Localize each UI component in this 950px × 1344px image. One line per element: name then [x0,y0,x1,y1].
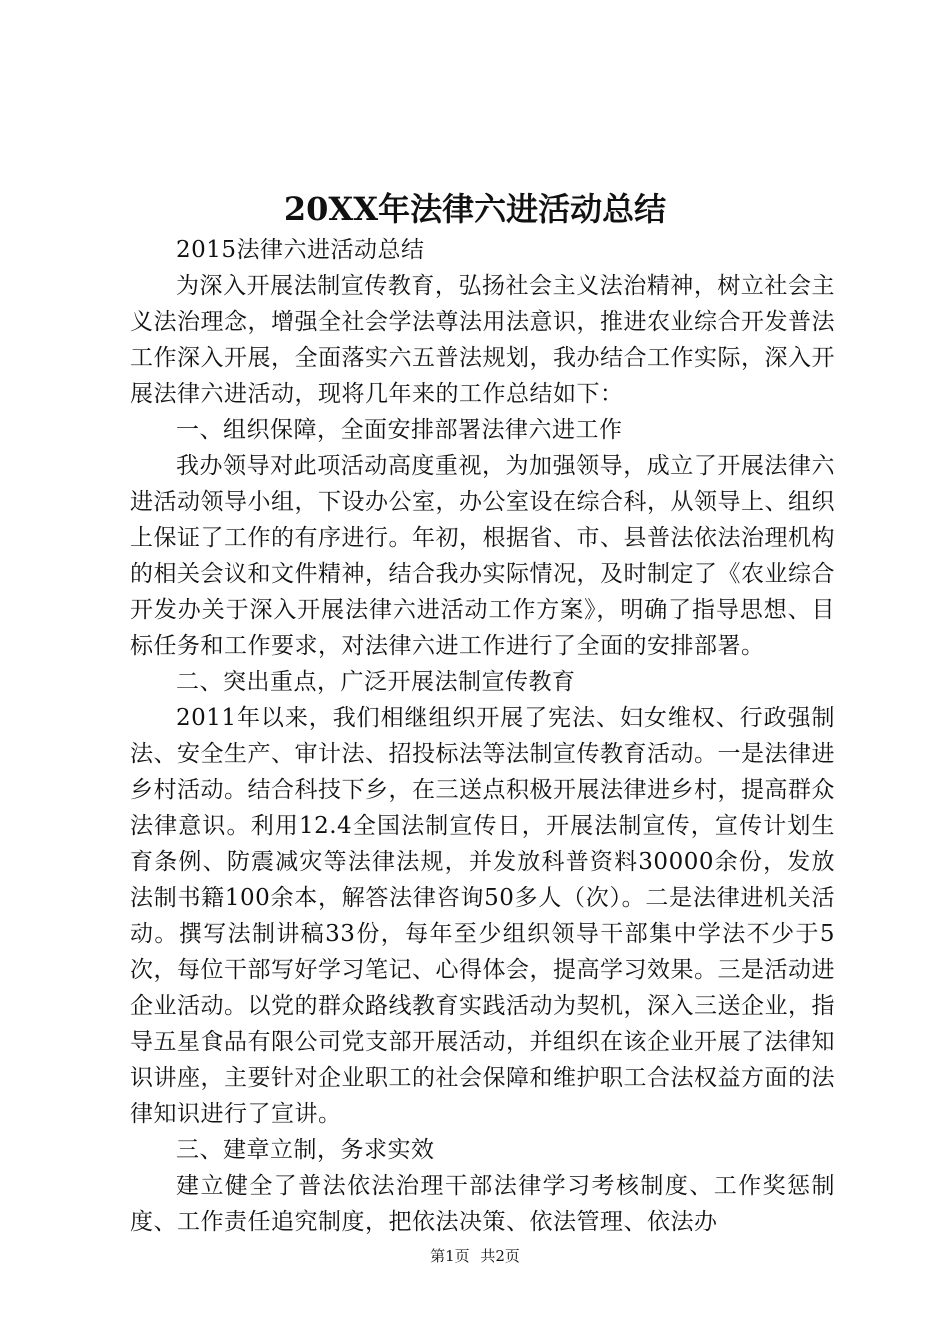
document-title: 20XX年法律六进活动总结 [283,190,667,228]
paragraph-intro: 为深入开展法制宣传教育，弘扬社会主义法治精神，树立社会主义法治理念，增强全社会学法尊法用法意识，推进农业综合开发普法工作深入开展，全面落实六五普法规划，我办结合工作实际，深入开展法律六进活动，现将几年来的工作总结如下： [130,273,835,407]
paragraph-section-1: 我办领导对此项活动高度重视，为加强领导，成立了开展法律六进活动领导小组，下设办公室，办公室设在综合科，从领导上、组织上保证了工作的有序进行。年初，根据省、市、县普法依法治理机构的相关会议和文件精神，结合我办实际情况，及时制定了《农业综合开发办关于深入开展法律六进活动工作方案》，明确了指导思想、目标任务和工作要求，对法律六进工作进行了全面的安排部署。 [130,453,835,659]
document-body [130,232,835,1240]
paragraph-section-2: 2011年以来，我们相继组织开展了宪法、妇女维权、行政强制法、安全生产、审计法、招投标法等法制宣传教育活动。一是法律进乡村活动。结合科技下乡，在三送点积极开展法律进乡村，提高群众法律意识。利用12.4全国法制宣传日，开展法制宣传，宣传计划生育条例、防震减灾等法律法规，并发放科普资料30000余份，发放法制书籍100余本，解答法律咨询50多人（次）。二是法律进机关活动。撰写法制讲稿33份，每年至少组织领导干部集中学法不少于5次，每位干部写好学习笔记、心得体会，提高学习效果。三是活动进企业活动。以党的群众路线教育实践活动为契机，深入三送企业，指导五星食品有限公司党支部开展活动，并组织在该企业开展了法律知识讲座，主要针对企业职工的社会保障和维护职工合法权益方面的法律知识进行了宣讲。 [130,705,835,1127]
page-number: 第1页 [430,1247,470,1265]
paragraph-subtitle: 2015法律六进活动总结 [176,237,425,263]
section-heading-2: 二、突出重点，广泛开展法制宣传教育 [176,669,576,695]
section-heading-1: 一、组织保障，全面安排部署法律六进工作 [176,417,623,443]
section-heading-3: 三、建章立制，务求实效 [176,1137,435,1163]
page-total: 共2页 [480,1247,520,1265]
paragraph-section-3: 建立健全了普法依法治理干部法律学习考核制度、工作奖惩制度、工作责任追究制度，把依法决策、依法管理、依法办 [130,1173,835,1235]
page-footer [0,1245,950,1267]
